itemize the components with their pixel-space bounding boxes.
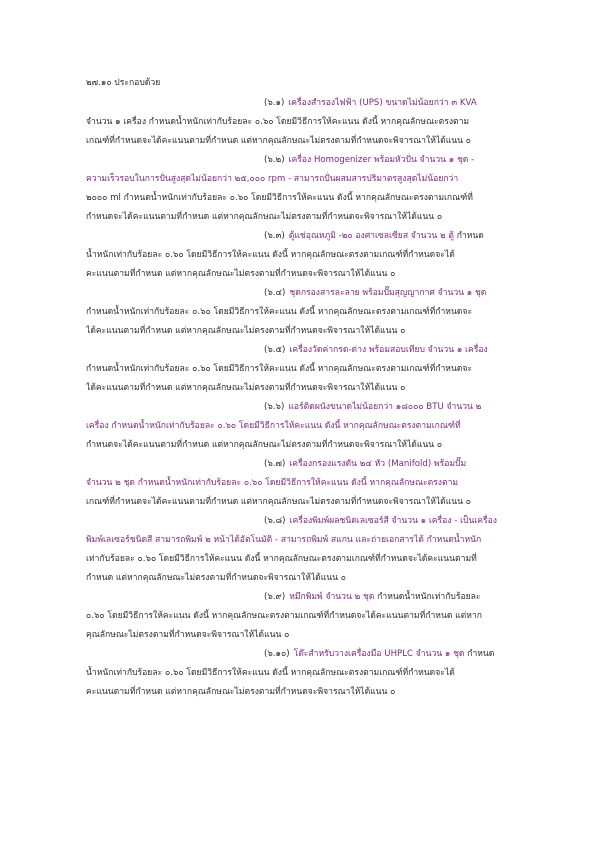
item-text-line: เกณฑ์ที่กำหนดจะได้คะแนนตามที่กำหนด แต่หากคุณลักษณะไม่ตรงตามที่กำหนดจะพิจารณาให้ได้แนน ๐ [86, 136, 472, 146]
item-title: เครื่องกรองแรงดัน ๒๔ หัว (Manifold) พร้อมปั๊ม [289, 459, 467, 469]
item-text-line: ได้คะแนนตามที่กำหนด แต่หากคุณลักษณะไม่ตรงตามที่กำหนดจะพิจารณาให้ได้แนน ๐ [86, 383, 406, 393]
item-text-line [86, 417, 514, 436]
item-number: (๖.๘) [264, 516, 286, 526]
item-text-line: กำหนดน้ำหนักเท่ากับร้อยละ ๐.๖๐ โดยมีวิธีการให้คะแนน ดังนี้ หากคุณลักษณะตรงตามเกณฑ์ที่กำหนดจะ [86, 364, 473, 374]
item-number: (๖.๑๐) [264, 649, 290, 659]
item-number: (๖.๙) [264, 592, 286, 602]
item-title: ตู้แช่อุณหภูมิ -๒๐ องศาเซลเซียส จำนวน ๒ ตู้ [288, 231, 454, 241]
item-6-3 [86, 227, 514, 284]
item-text-line: จำนวน ๑ เครื่อง กำหนดน้ำหนักเท่ากับร้อยละ ๐.๖๐ โดยมีวิธีการให้คะแนน ดังนี้ หากคุณลักษณะตรงตาม [86, 117, 470, 127]
item-6-6 [86, 398, 514, 455]
section-heading: ๒๗.๑๐ ประกอบด้วย [86, 78, 161, 88]
item-number: (๖.๔) [264, 288, 286, 298]
item-6-4 [86, 284, 514, 341]
item-text-line: ๒๐๐๐ ml กำหนดน้ำหนักเท่ากับร้อยละ ๐.๖๐ โดยมีวิธีการให้คะแนน ดังนี้ หากคุณลักษณะตรงตามเกณฑ์ที่ [86, 193, 473, 203]
item-text-line: กำหนด แต่หากคุณลักษณะไม่ตรงตามที่กำหนดจะพิจารณาให้ได้แนน ๐ [86, 573, 347, 583]
item-text-line: เกณฑ์ที่กำหนดจะได้คะแนนตามที่กำหนด แต่หากคุณลักษณะไม่ตรงตามที่กำหนดจะพิจารณาให้ได้แนน ๐ [86, 497, 472, 507]
item-6-2 [86, 151, 514, 227]
item-number: (๖.๗) [264, 459, 286, 469]
item-text-line: ความเร็วรอบในการปั่นสูงสุดไม่น้อยกว่า ๒๕,๐๐๐ rpm - สามารถปั่นผสมสารปริมาตรสูงสุดไม่น้อยกว่า [86, 174, 459, 184]
item-title: หมึกพิมพ์ จำนวน ๒ ชุด [289, 592, 375, 602]
item-title: โต๊ะสำหรับวางเครื่องมือ UHPLC จำนวน ๑ ชุด [293, 649, 465, 659]
item-title: เครื่องพิมพ์ผลชนิดเลเซอร์สี จำนวน ๑ เครื่อง - เป็นเครื่อง [289, 516, 498, 526]
item-title-tail: กำหนด [467, 649, 495, 659]
item-number: (๖.๖) [264, 402, 285, 412]
item-title: เครื่องสำรองไฟฟ้า (UPS) ขนาดไม่น้อยกว่า ๓ KVA [288, 98, 477, 108]
item-title: ชุดกรองสารละลาย พร้อมปั๊มสุญญากาศ จำนวน ๑ ชุด [289, 288, 487, 298]
item-title: เครื่องวัดค่ากรด-ด่าง พร้อมสอบเทียบ จำนวน ๑ เครื่อง [289, 345, 488, 355]
item-number: (๖.๓) [264, 231, 285, 241]
item-text-line: พิมพ์เลเซอร์ชนิดสี สามารถพิมพ์ ๒ หน้าได้อัตโนมัติ - สามารถพิมพ์ สแกน และถ่ายเอกสารได้ กำหนดน้ำหนัก [86, 535, 482, 545]
item-title-tail: กำหนด [456, 231, 484, 241]
item-title-tail: กำหนดน้ำหนักเท่ากับร้อยละ [377, 592, 481, 602]
item-6-5 [86, 341, 514, 398]
item-text-line: คุณลักษณะไม่ตรงตามที่กำหนดจะพิจารณาให้ได้แนน ๐ [86, 630, 290, 640]
item-text-line: น้ำหนักเท่ากับร้อยละ ๐.๖๐ โดยมีวิธีการให้คะแนน ดังนี้ หากคุณลักษณะตรงตามเกณฑ์ที่กำหนดจะได้ [86, 668, 455, 678]
item-text-line: คะแนนตามที่กำหนด แต่หากคุณลักษณะไม่ตรงตามที่กำหนดจะพิจารณาให้ได้แนน ๐ [86, 269, 396, 279]
item-text-line: กำหนดจะได้คะแนนตามที่กำหนด แต่หากคุณลักษณะไม่ตรงตามที่กำหนดจะพิจารณาให้ได้แนน ๐ [86, 212, 443, 222]
item-title: เครื่อง Homogenizer พร้อมหัวปั่น จำนวน ๑ ชุด - [288, 155, 475, 165]
item-6-8 [86, 512, 514, 588]
item-text-fragment: จำนวน ๒ ชุด กำหนดน้ำหนักเท่ากับร้อยละ ๐.๖๐ โดยมีวิธีการให้คะแนน ดังนี้ หากคุณลักษณะตรงตาม [86, 478, 459, 488]
item-text-line [86, 474, 514, 493]
item-title: แอร์ติดผนังขนาดไม่น้อยกว่า ๑๘๐๐๐ BTU จำนวน ๒ [288, 402, 482, 412]
item-text-line: น้ำหนักเท่ากับร้อยละ ๐.๖๐ โดยมีวิธีการให้คะแนน ดังนี้ หากคุณลักษณะตรงตามเกณฑ์ที่กำหนดจะได้ [86, 250, 455, 260]
item-6-10 [86, 645, 514, 702]
item-text-fragment: เครื่อง กำหนดน้ำหนักเท่ากับร้อยละ ๐.๖๐ โดยมีวิธีการให้คะแนน ดังนี้ หากคุณลักษณะตรงตามเกณฑ์ที่ [86, 421, 461, 431]
item-text-line: ได้คะแนนตามที่กำหนด แต่หากคุณลักษณะไม่ตรงตามที่กำหนดจะพิจารณาให้ได้แนน ๐ [86, 326, 406, 336]
item-6-7 [86, 455, 514, 512]
item-text-line: คะแนนตามที่กำหนด แต่หากคุณลักษณะไม่ตรงตามที่กำหนดจะพิจารณาให้ได้แนน ๐ [86, 687, 396, 697]
item-text-line: เท่ากับร้อยละ ๐.๖๐ โดยมีวิธีการให้คะแนน ดังนี้ หากคุณลักษณะตรงตามเกณฑ์ที่กำหนดจะได้คะแนนตามที่ [86, 554, 477, 564]
item-text-line: กำหนดน้ำหนักเท่ากับร้อยละ ๐.๖๐ โดยมีวิธีการให้คะแนน ดังนี้ หากคุณลักษณะตรงตามเกณฑ์ที่กำหนดจะ [86, 307, 473, 317]
item-text-line: กำหนดจะได้คะแนนตามที่กำหนด แต่หากคุณลักษณะไม่ตรงตามที่กำหนดจะพิจารณาให้ได้แนน ๐ [86, 440, 443, 450]
item-6-1 [86, 94, 514, 151]
item-text-line: ๐.๖๐ โดยมีวิธีการให้คะแนน ดังนี้ หากคุณลักษณะตรงตามเกณฑ์ที่กำหนดจะได้คะแนนตามที่กำหนด แต่หาก [86, 611, 482, 621]
item-number: (๖.๑) [264, 98, 285, 108]
item-6-9 [86, 588, 514, 645]
item-number: (๖.๕) [264, 345, 286, 355]
item-number: (๖.๒) [264, 155, 285, 165]
